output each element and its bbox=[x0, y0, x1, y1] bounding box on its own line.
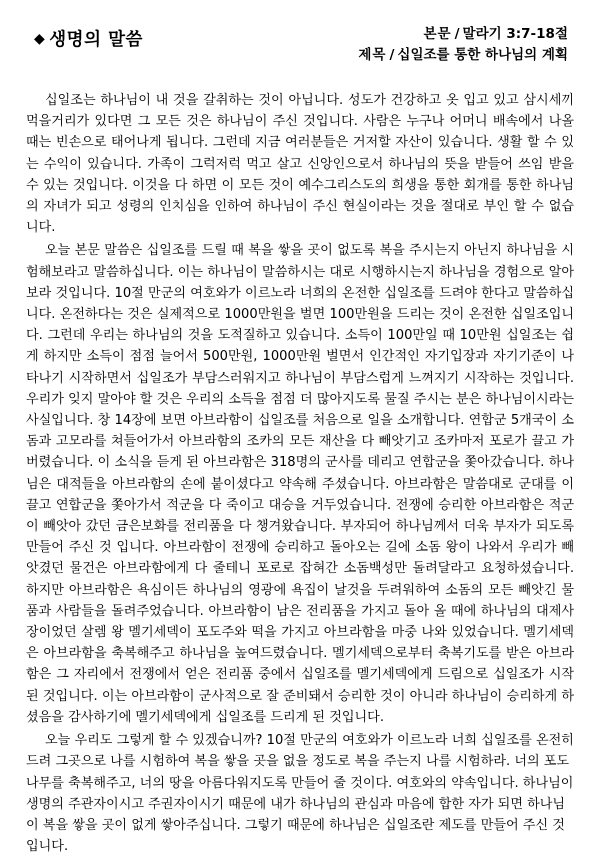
document-header bbox=[26, 22, 574, 84]
paragraph: 오늘 본문 말씀은 십일조를 드릴 때 복을 쌓을 곳이 없도록 복을 주시는지 아닌지 하나님을 시험해보라고 말씀하십니다. 이는 하나님이 말씀하시는 대로 시행하시는지 하나님을 경험으로 알아보라 것입니다. 10절 만군의 여호와가 이르노라 너희의 온전한 십일조를 드려야 한다고 말씀하십니다. 온전하다는 것은 실제적으로 1000만원을 벌면 100만원을 드리는 것이 온전한 십일조입니다. 그런데 우리는 하나님의 것을 도적질하고 있습니다. 소득이 100만일 때 10만원 십일조는 쉽게 하지만 소득이 점점 늘어서 500만원, 1000만원 벌면서 인간적인 자기입장과 자기기준이 나타나기 시작하면서 십일조가 부담스러워지고 하나님이 부담스럽게 느껴지기 시작하는 것입니다. 우리가 잊지 말아야 할 것은 우리의 소득을 점점 더 많아지도록 물질 주시는 분은 하나님이시라는 사실입니다. 창 14장에 보면 아브라함이 십일조를 처음으로 일을 소개합니다. 연합군 5개국이 소돔과 고모라를 쳐들어가서 아브라함의 조카의 모든 재산을 다 빼앗기고 조카마저 포로가 끌고 가버렸습니다. 이 소식을 듣게 된 아브라함은 318명의 군사를 데리고 연합군을 쫓아갔습니다. 하나님은 대적들을 아브라함의 손에 붙이셨다고 약속해 주셨습니다. 아브라함은 말씀대로 군대를 이끌고 연합군을 쫓아가서 적군을 다 죽이고 대승을 거두었습니다. 전쟁에 승리한 아브라함은 적군이 빼앗아 갔던 금은보화를 전리품을 다 챙겨왔습니다. 부자되어 하나님께서 더욱 부자가 되도록 만들어 주신 것 입니다. 아브라함이 전쟁에 승리하고 돌아오는 길에 소돔 왕이 나와서 우리가 빼앗겼던 물건은 아브라함에게 다 줄테니 포로로 잡혀간 소돔백성만 돌려달라고 요청하셨습니다. 하지만 아브라함은 욕심이든 하나님의 영광에 욕집이 날것을 두려워하여 소돔의 모든 빼앗긴 물품과 사람들을 돌려주었습니다. 아브라함이 남은 전리품을 가지고 돌아 올 때에 하나님의 대제사장이었던 살렘 왕 멜기세덱이 포도주와 떡을 가지고 아브라함을 마중 나와 있었습니다. 멜기세덱은 아브라함을 축복해주고 하나님을 높여드렸습니다. 멜기세덱으로부터 축복기도를 받은 아브라함은 그 자리에서 전쟁에서 얻은 전리품 중에서 십일조를 멜기세덱에게 드림으로 십일조가 시작된 것입니다. 이는 아브라함이 군사적으로 잘 준비돼서 승리한 것이 아니라 하나님이 승리하게 하셨음을 감사하기에 멜기세덱에게 십일조를 드리게 된 것입니다. bbox=[26, 243, 574, 725]
scripture-separator: / bbox=[454, 26, 460, 42]
topic-value: 십일조를 통한 하나님의 계획 bbox=[397, 46, 568, 63]
scripture-value: 말라기 3:7-18절 bbox=[462, 26, 568, 42]
header-meta bbox=[358, 24, 568, 66]
page-title-text: 생명의 말씀 bbox=[49, 30, 143, 50]
page-title bbox=[34, 26, 143, 51]
topic-label: 제목 bbox=[358, 46, 387, 63]
topic-line bbox=[358, 45, 568, 66]
scripture-label: 본문 bbox=[423, 26, 452, 42]
paragraph: 십일조는 하나님이 내 것을 갈취하는 것이 아닙니다. 성도가 건강하고 옷 입고 있고 삼시세끼 먹을거리가 있다면 그 모든 것은 하나님이 주신 것입니다. 사람은 누구나 어머니 배속에서 나올 때는 빈손으로 태어나게 됩니다. 그런데 지금 여러분들은 거저할 자산이 있습니다. 생활 할 수 있는 수익이 있습니다. 가족이 그럭저럭 먹고 살고 신앙인으로서 하나님의 뜻을 받들어 쓰임 받을 수 있는 것입니다. 이것을 다 하면 이 모든 것이 예수그리스도의 희생을 통한 회개를 통한 하나님의 자녀가 되고 성령의 인치심을 인하여 하나님이 주신 현실이라는 것을 절대로 부인 할 수 없습니다. bbox=[26, 93, 574, 236]
document-body bbox=[26, 90, 574, 857]
scripture-line bbox=[358, 24, 568, 45]
topic-separator: / bbox=[389, 46, 395, 63]
paragraph: 오늘 우리도 그렇게 할 수 있겠습니까? 10절 만군의 여호와가 이르노라 너희 십일조를 온전히 드려 그곳으로 나를 시험하여 복을 쌓을 곳을 없을 정도로 복을 주는지 나를 시험하라. 너의 포도나무를 축복해주고, 너의 땅을 아름다워지도록 만들어 줄 것이다. 여호와의 약속입니다. 하나님이 생명의 주관자이시고 주권자이시기 때문에 내가 하나님의 관심과 마음에 합한 자가 되면 하나님이 복을 쌓을 곳이 없게 쌓아주십니다. 그렇기 때문에 하나님은 십일조란 제도를 만들어 주신 것입니다. bbox=[26, 733, 574, 855]
diamond-icon: ◆ bbox=[34, 31, 46, 47]
